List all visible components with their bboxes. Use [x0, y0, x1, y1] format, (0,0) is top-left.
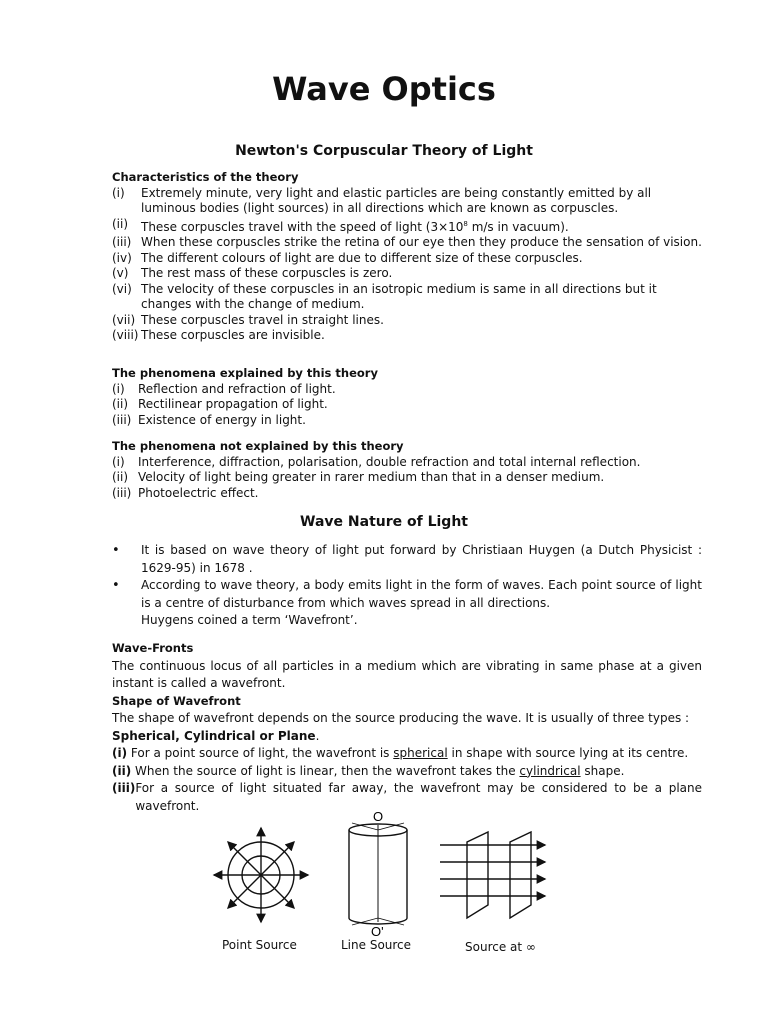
list-item: (iii) For a source of light situated far away, the wavefront may be considered to be a plane wavefront. [112, 781, 702, 813]
list-item: (v) The rest mass of these corpuscles is zero. [112, 266, 393, 280]
line-source-diagram [349, 823, 407, 925]
bullet-icon: • [112, 578, 120, 593]
shape-heading: Shape of Wavefront [112, 693, 241, 708]
list-item: (iii) Photoelectric effect. [112, 485, 259, 500]
bullet-item: • It is based on wave theory of light put forward by Christiaan Huygen (a Dutch Physicist : 1629-95) in 1678 . [112, 542, 702, 577]
list-item: (ii) When the source of light is linear, then the wavefront takes the cylindrical shape. [112, 763, 625, 778]
caption-line-source: Line Source [341, 938, 412, 952]
list-item: (ii) Rectilinear propagation of light. [112, 397, 328, 411]
list-item: (iii) Existence of energy in light. [112, 412, 306, 427]
characteristics-heading: Characteristics of the theory [112, 170, 299, 184]
bullet-icon: • [112, 543, 120, 558]
not-explained-heading: The phenomena not explained by this theory [112, 439, 404, 453]
list-item: (vi) The velocity of these corpuscles in an isotropic medium is same in all directions but it changes with the change of medium. [112, 281, 657, 311]
section-heading-wave-nature: Wave Nature of Light [300, 514, 468, 530]
list-item: (i) For a point source of light, the wavefront is spherical in shape with source lying at its centre. [112, 746, 689, 760]
wavefront-diagram [0, 805, 768, 1025]
list-item: (i) Reflection and refraction of light. [112, 381, 336, 396]
label-o-top: O [373, 809, 384, 824]
not-explained-block [112, 439, 702, 501]
label-o-bottom: O' [371, 924, 384, 939]
bullet-item: • According to wave theory, a body emits light in the form of waves. Each point source of light is a centre of disturbance from which waves spread in all directions. Huygens coined a term ‘Wavefront’. [112, 577, 702, 630]
plane-source-diagram [440, 832, 545, 918]
point-source-diagram [214, 828, 308, 922]
characteristics-block [112, 170, 702, 344]
page-title: Wave Optics [272, 70, 496, 108]
list-item: (ii) These corpuscles travel with the speed of light ($3\times 10^8$ m/s in vacuum). [112, 216, 569, 234]
caption-point-source: Point Source [222, 938, 297, 952]
list-item: (ii) Velocity of light being greater in rarer medium than that in a denser medium. [112, 470, 605, 484]
list-item: (iv) The different colours of light are due to different size of these corpuscles. [112, 250, 583, 265]
explained-block [112, 366, 702, 428]
list-item: (viii) These corpuscles are invisible. [112, 328, 325, 342]
list-item: (i) Extremely minute, very light and elastic particles are being constantly emitted by all luminous bodies (light sources) in all directions which are known as corpuscles. [112, 185, 652, 215]
section-heading-corpuscular: Newton's Corpuscular Theory of Light [235, 143, 533, 159]
list-item: (vii) These corpuscles travel in straight lines. [112, 312, 384, 327]
explained-heading: The phenomena explained by this theory [112, 366, 378, 380]
wavefronts-heading: Wave-Fronts [112, 641, 194, 655]
list-item: (i) Interference, diffraction, polarisation, double refraction and total internal reflection. [112, 454, 641, 469]
list-item: (iii) When these corpuscles strike the retina of our eye then they produce the sensation of vision. [112, 235, 702, 249]
wavefronts-paragraph: Wave-Fronts The continuous locus of all particles in a medium which are vibrating in same phase at a given instant is called a wavefront. Shape of Wavefront The shape of wavefront depends on the source producing the wave. It is usually of three types : Spherical, Cylindrical or Plane. (i) For a point source of light, the wavefront is spherical in shape with source lying at its centre. (ii) When the source of light is linear, then the wavefront takes the cylindrical shape. (iii) For a source of light situated far away, the wavefront may be considered to be a plane wavefront. [112, 640, 702, 815]
caption-source-infinity: Source at ∞ [465, 940, 536, 954]
